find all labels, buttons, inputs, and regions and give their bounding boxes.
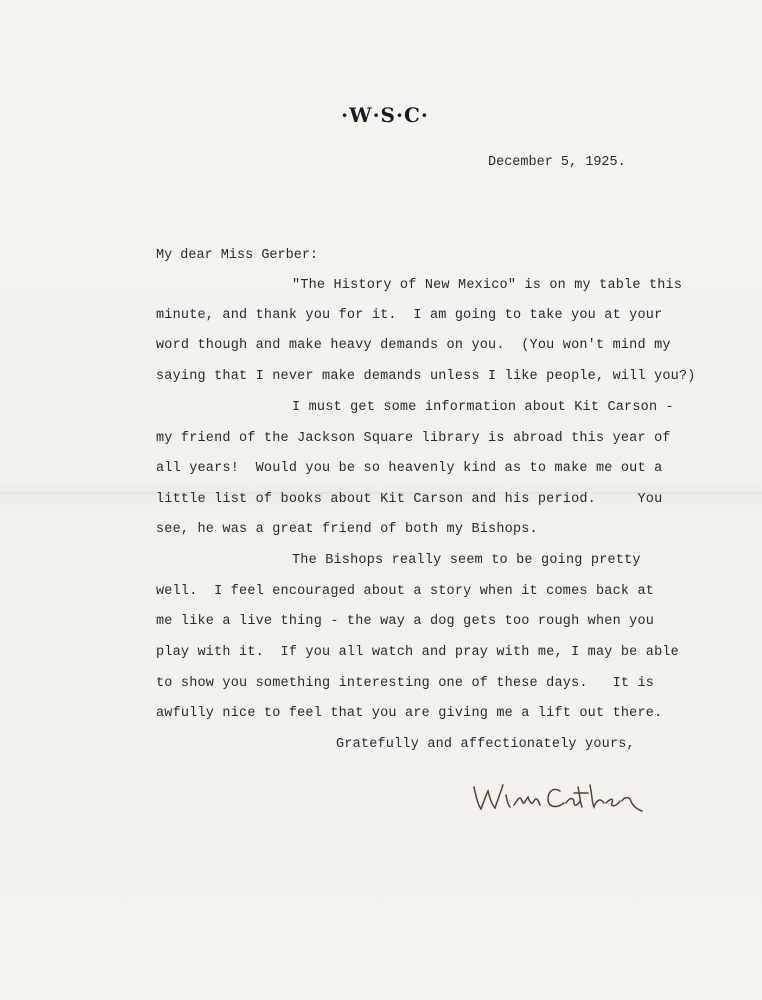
salutation: My dear Miss Gerber: [156, 248, 319, 263]
body-line: The Bishops really seem to be going pretty [292, 553, 641, 568]
body-line: "The History of New Mexico" is on my table this [292, 278, 683, 293]
body-line: well. I feel encouraged about a story when it comes back at [156, 584, 655, 599]
body-line: saying that I never make demands unless I like people, will you?) [156, 369, 696, 384]
body-line: play with it. If you all watch and pray with me, I may be able [156, 645, 679, 660]
body-line: I must get some information about Kit Carson - [292, 400, 674, 415]
body-line: minute, and thank you for it. I am going to take you at your [156, 308, 663, 323]
body-line: to show you something interesting one of these days. It is [156, 676, 655, 691]
closing: Gratefully and affectionately yours, [336, 737, 635, 752]
body-line: word though and make heavy demands on you. (You won't mind my [156, 338, 671, 353]
body-line: little list of books about Kit Carson and his period. You [156, 492, 663, 507]
body-line: all years! Would you be so heavenly kind as to make me out a [156, 461, 663, 476]
body-line: see, he was a great friend of both my Bishops. [156, 522, 538, 537]
body-line: awfully nice to feel that you are giving me a lift out there. [156, 706, 663, 721]
handwritten-signature [470, 775, 650, 820]
letter-date: December 5, 1925. [488, 155, 626, 170]
body-line: my friend of the Jackson Square library is abroad this year of [156, 431, 671, 446]
letterhead-monogram: ·W·S·C· [341, 103, 429, 127]
body-line: me like a live thing - the way a dog gets too rough when you [156, 614, 655, 629]
